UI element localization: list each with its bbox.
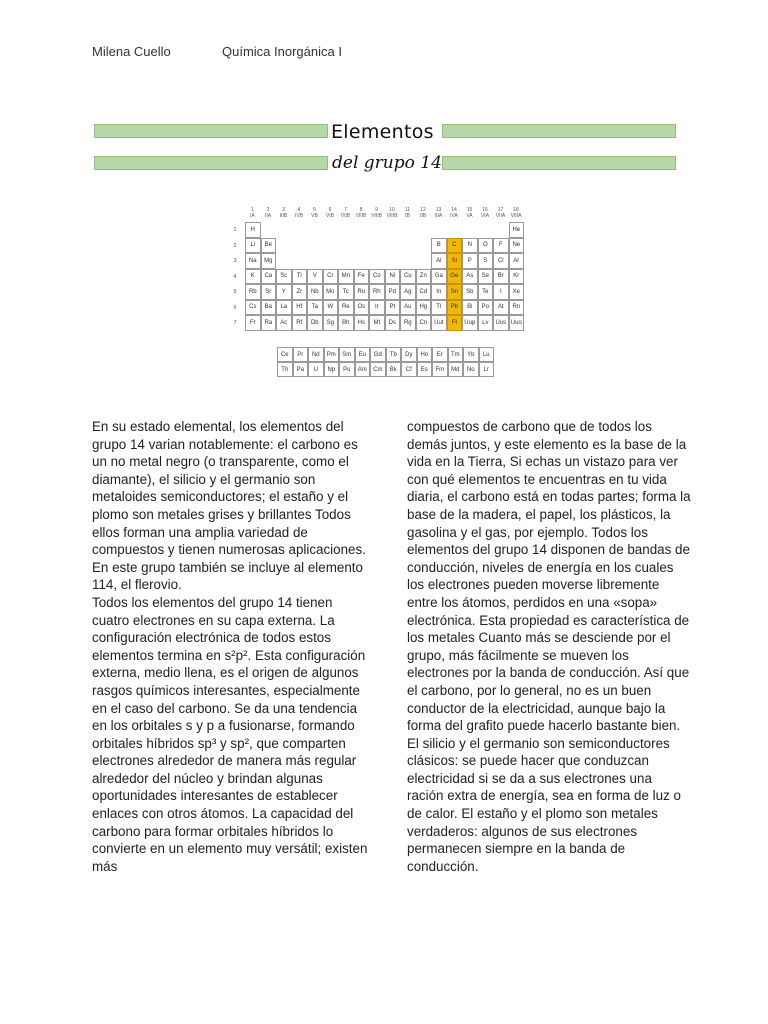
group-label: 11 IB <box>404 207 411 219</box>
lanthanide-cell: Dy <box>401 347 417 362</box>
element-cell: Sg <box>323 315 339 331</box>
lanthanide-cell: Ho <box>417 347 433 362</box>
element-cell: Ti <box>292 269 308 285</box>
element-cell: B <box>431 238 447 254</box>
element-cell: He <box>509 222 525 238</box>
element-cell: Cn <box>416 315 432 331</box>
lanthanide-cell: Nd <box>308 347 324 362</box>
element-cell: Po <box>478 300 494 316</box>
element-cell: N <box>462 238 478 254</box>
element-cell: Cd <box>416 284 432 300</box>
element-cell: Nb <box>307 284 323 300</box>
element-cell: H <box>245 222 261 238</box>
element-cell: Ra <box>261 315 277 331</box>
group-label: 12 IIB <box>419 207 427 219</box>
author-name: Milena Cuello <box>92 44 171 59</box>
actinide-cell: Cm <box>370 362 386 377</box>
group-label: 7 VIIB <box>340 207 351 219</box>
lanthanide-cell: Eu <box>355 347 371 362</box>
group-label: 14 IVA <box>450 207 458 219</box>
element-cell: Sc <box>276 269 292 285</box>
period-label: 6 <box>233 304 237 311</box>
element-cell: W <box>323 300 339 316</box>
lanthanide-cell: Ce <box>277 347 293 362</box>
actinide-cell: Bk <box>386 362 402 377</box>
element-cell: Lv <box>478 315 494 331</box>
group-label: 18 VIIIA <box>510 207 522 219</box>
element-cell: Al <box>431 253 447 269</box>
actinide-cell: Cf <box>401 362 417 377</box>
element-cell: Kr <box>509 269 525 285</box>
paragraph: compuestos de carbono que de todos los demás juntos, y este elemento es la base de la vida en la Tierra, Si echas un vistazo para ver con qué elementos te encuentras en tu vida diaria, el carbono está en todas partes; forma la base de la madera, el papel, los plásticos, la gasolina y el gas, por ejemplo. Todos los elementos del grupo 14 disponen de bandas de conducción, niveles de energía en los cuales los electrones pueden moverse libremente entre los átomos, perdidos en una «sopa» electrónica. Esta propiedad es característica de los metales Cuanto más se desciende por el grupo, más fácilmente se mueven los electrones por la banda de conducción. Así que el carbono, por lo general, no es un buen conductor de la electricidad, aunque bajo la forma del grafito puede hacerlo bastante bien. El silicio y el germanio son semiconductores clásicos: se puede hacer que conduzcan electricidad si se da a sus electrones una ración extra de energía, sea en forma de luz o de calor. El estaño y el plomo son metales verdaderos: algunos de sus electrones permanecen siempre en la banda de conducción. <box>407 419 691 874</box>
text-column-left <box>92 418 372 875</box>
element-cell: Ta <box>307 300 323 316</box>
actinide-cell: Es <box>417 362 433 377</box>
actinide-cell: Pu <box>339 362 355 377</box>
group-label: 9 VIIIB <box>371 207 382 219</box>
element-cell: F <box>493 238 509 254</box>
element-cell: Sb <box>462 284 478 300</box>
group-label: 15 VA <box>466 207 473 219</box>
paragraph: Todos los elementos del grupo 14 tienen cuatro electrones en su capa externa. La configuración electrónica de todos estos elementos termina en s²p². Esta configuración externa, medio llena, es el origen de algunos rasgos químicos interesantes, especialmente en el caso del carbono. Se da una tendencia en los orbitales s y p a fusionarse, formando orbitales híbridos sp³ y sp², que comparten electrones alrededor de manera más regular alrededor del núcleo y brindan algunas oportunidades interesantes de establecer enlaces con otros átomos. La capacidad del carbono para formar orbitales híbridos lo convierte en un elemento muy versátil; existen más <box>92 594 368 874</box>
actinide-cell: Pa <box>293 362 309 377</box>
element-cell: Rg <box>400 315 416 331</box>
element-cell: Re <box>338 300 354 316</box>
element-cell: Rb <box>245 284 261 300</box>
element-cell: Sr <box>261 284 277 300</box>
paragraph: En su estado elemental, los elementos del grupo 14 varian notablemente: el carbono es un no metal negro (o transparente, como el diamante), el silicio y el germanio son metaloides semiconductores; el estaño y el plomo son metales grises y brillantes Todos ellos forman una amplia variedad de compuestos y tienen numerosas aplicaciones. En este grupo también se incluye al elemento 114, el flerovio. <box>92 419 366 593</box>
element-cell: Tc <box>338 284 354 300</box>
element-cell: Ni <box>385 269 401 285</box>
element-cell: Cl <box>493 253 509 269</box>
element-cell: Ir <box>369 300 385 316</box>
element-cell: Pd <box>385 284 401 300</box>
element-cell: Zr <box>292 284 308 300</box>
element-cell: Cs <box>245 300 261 316</box>
actinide-cell: Am <box>355 362 371 377</box>
element-cell: Li <box>245 238 261 254</box>
element-cell: Mt <box>369 315 385 331</box>
element-cell: Hf <box>292 300 308 316</box>
element-cell: K <box>245 269 261 285</box>
element-cell: Y <box>276 284 292 300</box>
period-label: 2 <box>233 242 237 249</box>
element-cell: Zn <box>416 269 432 285</box>
element-cell: Os <box>354 300 370 316</box>
group-label: 16 VIA <box>480 207 490 219</box>
element-cell: Se <box>478 269 494 285</box>
element-cell: Fe <box>354 269 370 285</box>
actinide-cell: Lr <box>479 362 495 377</box>
element-cell: Rh <box>369 284 385 300</box>
element-cell: Pb <box>447 300 463 316</box>
element-cell: Fl <box>447 315 463 331</box>
element-cell: O <box>478 238 494 254</box>
element-cell: As <box>462 269 478 285</box>
element-cell: Ne <box>509 238 525 254</box>
element-cell: Hg <box>416 300 432 316</box>
period-label: 3 <box>233 258 237 264</box>
period-label: 4 <box>233 273 237 280</box>
group-label: 4 IVB <box>294 207 304 219</box>
title-line-2: del grupo 14 <box>332 153 442 173</box>
element-cell: Mo <box>323 284 339 300</box>
element-cell: P <box>462 253 478 269</box>
title-bar-right-1 <box>442 124 676 138</box>
element-cell: Db <box>307 315 323 331</box>
element-cell: Ds <box>385 315 401 331</box>
title-bar-left-1 <box>94 124 328 138</box>
lanthanide-cell: Yb <box>463 347 479 362</box>
element-cell: Uus <box>493 315 509 331</box>
lanthanide-cell: Tm <box>448 347 464 362</box>
element-cell: Uup <box>462 315 478 331</box>
element-cell: Hs <box>354 315 370 331</box>
element-cell: Ag <box>400 284 416 300</box>
element-cell: In <box>431 284 447 300</box>
element-cell: Bh <box>338 315 354 331</box>
element-cell: La <box>276 300 292 316</box>
lanthanide-cell: Gd <box>370 347 386 362</box>
element-cell: Pt <box>385 300 401 316</box>
text-column-right <box>407 418 692 875</box>
group-label: 6 VIB <box>325 207 335 219</box>
actinide-cell: U <box>308 362 324 377</box>
element-cell: At <box>493 300 509 316</box>
element-cell: Be <box>261 238 277 254</box>
element-cell: Br <box>493 269 509 285</box>
element-cell: Mg <box>261 253 277 269</box>
group-label: 5 VB <box>311 207 318 219</box>
group-label: 1 IA <box>250 207 255 219</box>
actinide-cell: Fm <box>432 362 448 377</box>
element-cell: Uuo <box>509 315 525 331</box>
element-cell: Au <box>400 300 416 316</box>
actinide-cell: Th <box>277 362 293 377</box>
element-cell: Cr <box>323 269 339 285</box>
element-cell: Ba <box>261 300 277 316</box>
element-cell: Te <box>478 284 494 300</box>
element-cell: Na <box>245 253 261 269</box>
element-cell: Sn <box>447 284 463 300</box>
title-bar-right-2 <box>442 156 676 170</box>
group-label: 3 IIIB <box>279 207 288 219</box>
element-cell: Ru <box>354 284 370 300</box>
element-cell: Ge <box>447 269 463 285</box>
group-label: 8 VIIIB <box>355 207 367 219</box>
element-cell: Ga <box>431 269 447 285</box>
actinide-cell: No <box>463 362 479 377</box>
element-cell: Co <box>369 269 385 285</box>
element-cell: Ac <box>276 315 292 331</box>
course-name: Química Inorgánica I <box>222 44 342 59</box>
lanthanide-cell: Tb <box>386 347 402 362</box>
element-cell: Cu <box>400 269 416 285</box>
element-cell: Fr <box>245 315 261 331</box>
element-cell: Rf <box>292 315 308 331</box>
element-cell: Ar <box>509 253 525 269</box>
element-cell: Xe <box>509 284 525 300</box>
period-label: 5 <box>233 289 237 295</box>
element-cell: Mn <box>338 269 354 285</box>
title-bar-left-2 <box>94 156 328 170</box>
group-label: 10 VIIIB <box>386 207 398 219</box>
lanthanide-cell: Sm <box>339 347 355 362</box>
group-label: 13 IIIA <box>434 207 443 219</box>
element-cell: I <box>493 284 509 300</box>
actinide-cell: Md <box>448 362 464 377</box>
title-line-1: Elementos <box>331 121 434 143</box>
element-cell: Uut <box>431 315 447 331</box>
element-cell: Bi <box>462 300 478 316</box>
group-label: 17 VIIA <box>495 207 506 219</box>
element-cell: Si <box>447 253 463 269</box>
element-cell: S <box>478 253 494 269</box>
period-label: 7 <box>233 320 237 326</box>
element-cell: Tl <box>431 300 447 316</box>
actinide-cell: Np <box>324 362 340 377</box>
element-cell: V <box>307 269 323 285</box>
period-label: 1 <box>233 227 237 233</box>
element-cell: Ca <box>261 269 277 285</box>
lanthanide-cell: Lu <box>479 347 495 362</box>
element-cell: Rn <box>509 300 525 316</box>
lanthanide-cell: Er <box>432 347 448 362</box>
group-label: 2 IIA <box>264 207 272 219</box>
lanthanide-cell: Pm <box>324 347 340 362</box>
element-cell: C <box>447 238 463 254</box>
lanthanide-cell: Pr <box>293 347 309 362</box>
